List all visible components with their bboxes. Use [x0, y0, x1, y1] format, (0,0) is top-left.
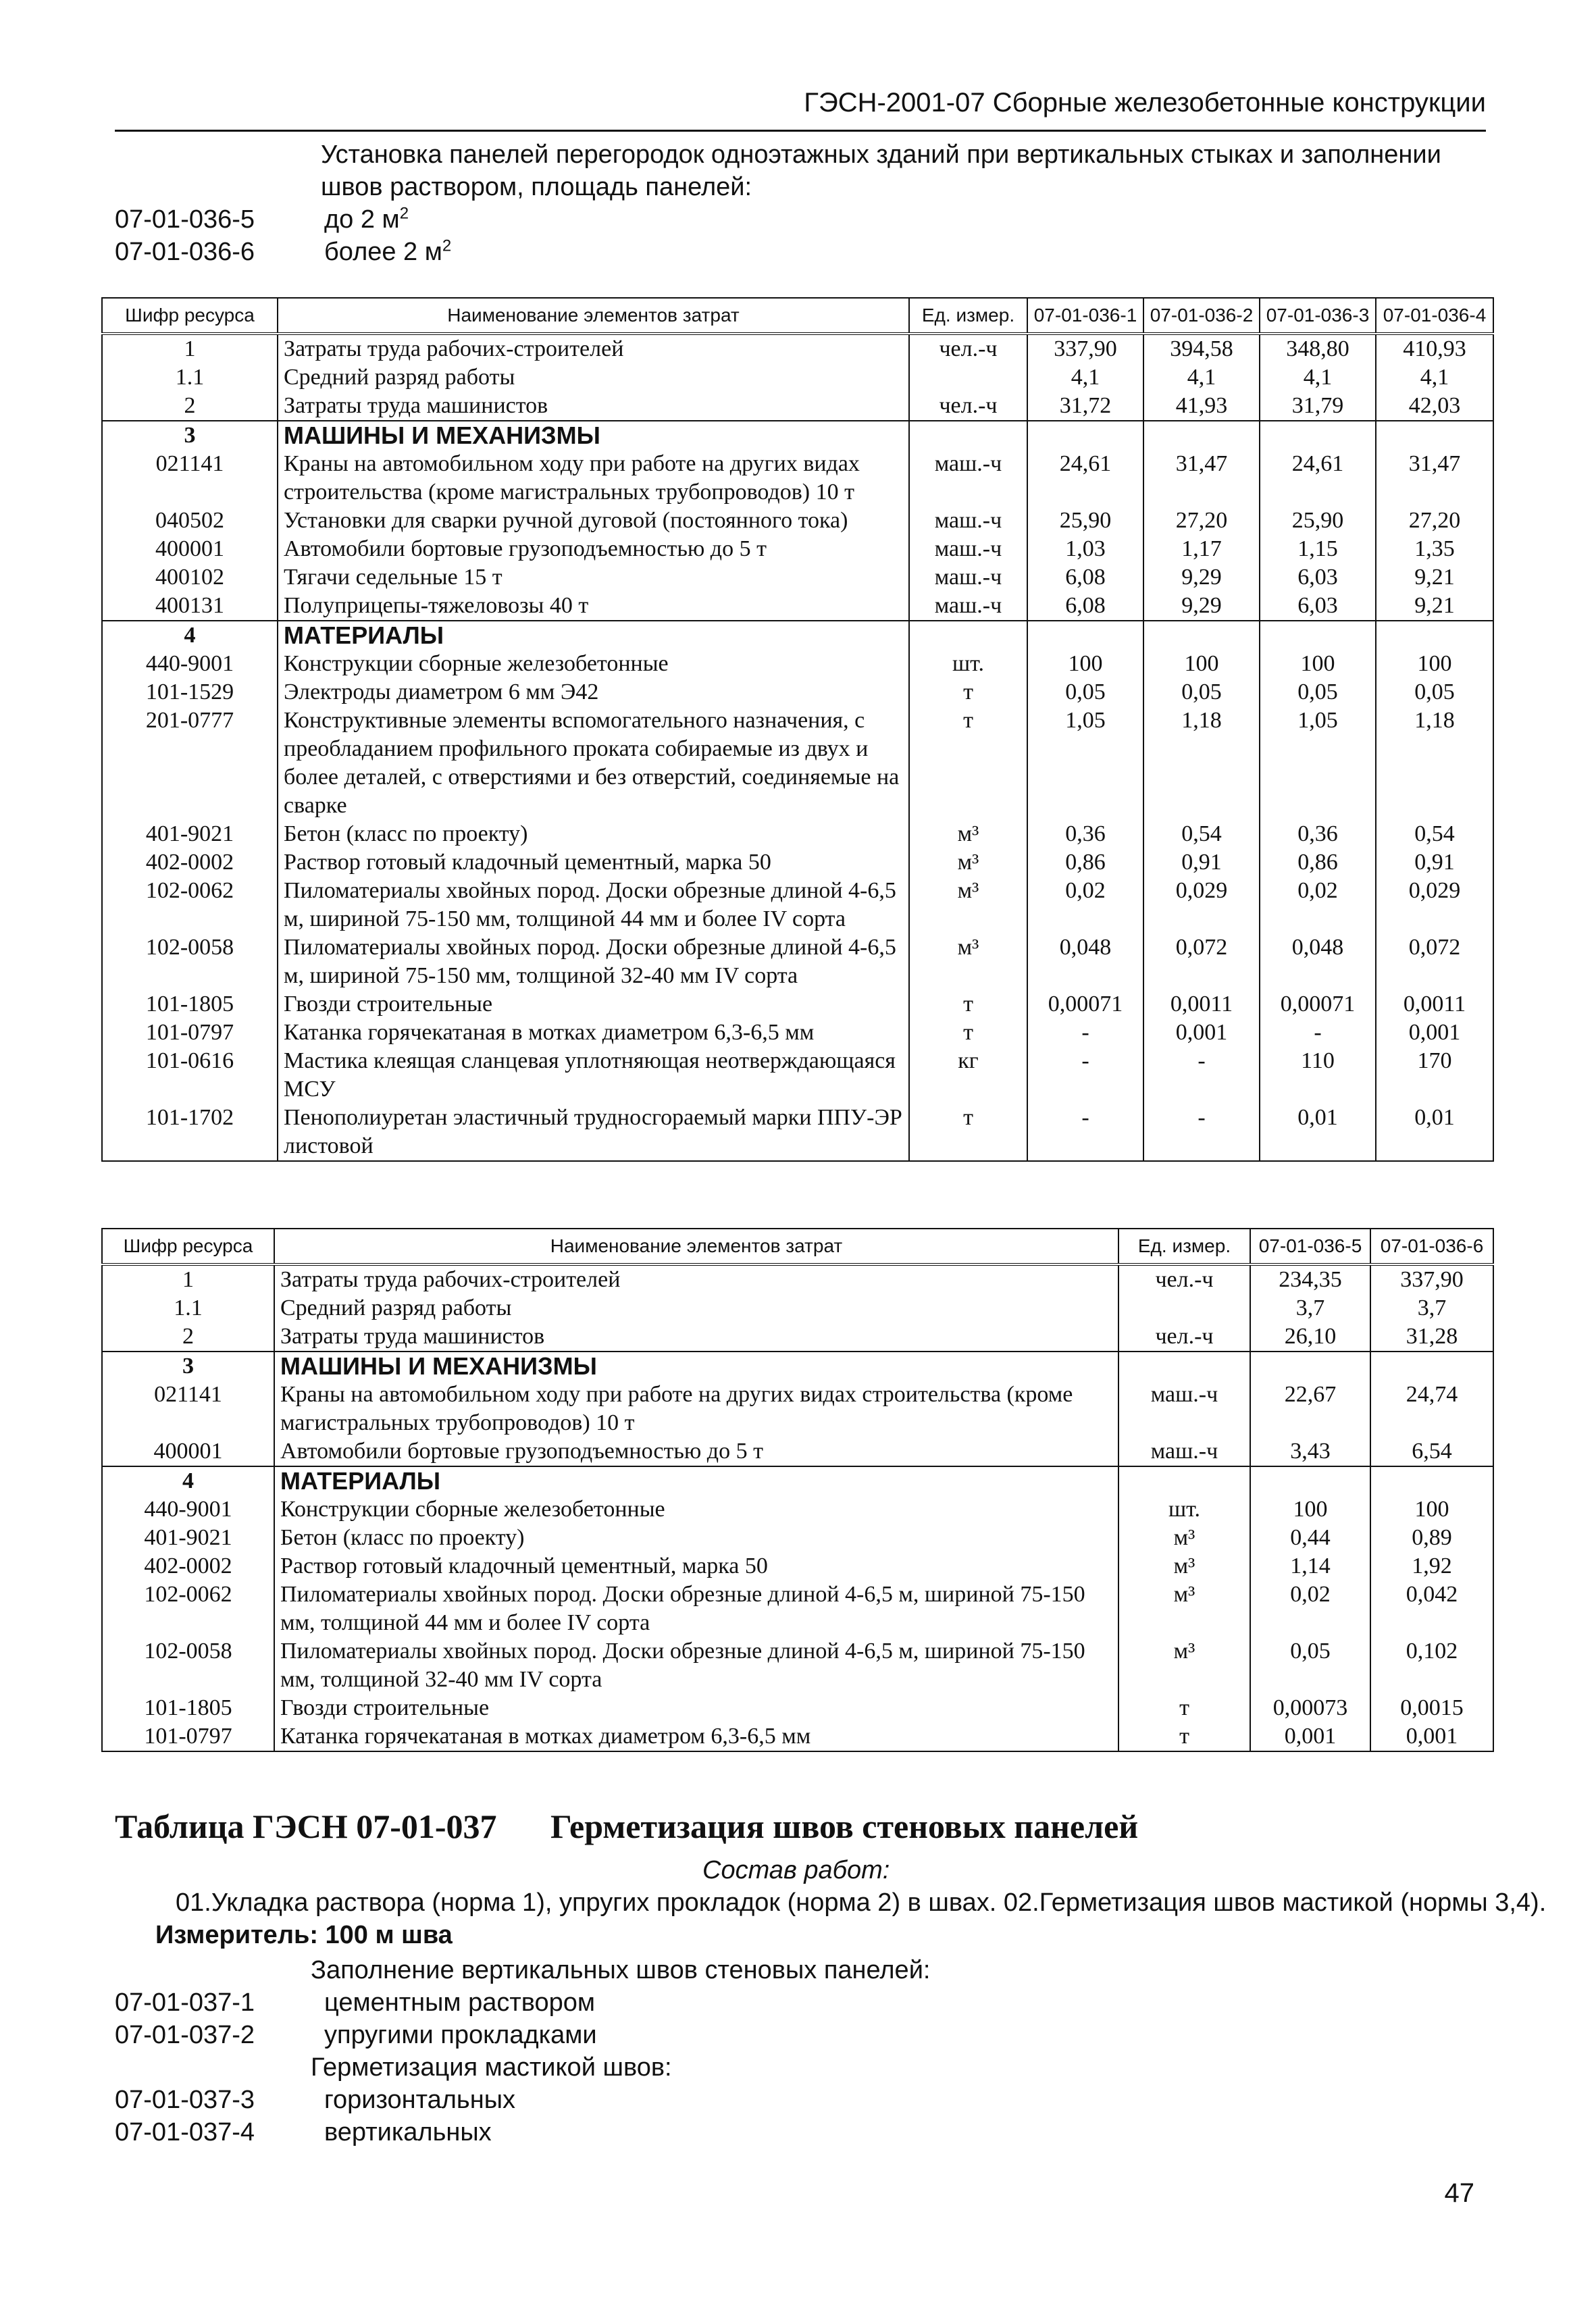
cell-code: 021141	[102, 450, 278, 507]
cell-name: Конструкции сборные железобетонные	[274, 1495, 1118, 1524]
cell-name: МАШИНЫ И МЕХАНИЗМЫ	[278, 421, 909, 450]
cell-unit: т	[1118, 1722, 1250, 1751]
cell-unit	[909, 421, 1027, 450]
cell-value: 100	[1260, 650, 1376, 678]
cell-value: 170	[1376, 1047, 1493, 1104]
cell-value: 24,74	[1370, 1381, 1493, 1437]
table-row	[102, 334, 1493, 363]
cell-unit: кг	[909, 1047, 1027, 1104]
norm-text: цементным раствором	[324, 1988, 596, 2017]
cell-unit	[1118, 1352, 1250, 1381]
cell-code: 400102	[102, 563, 278, 592]
cell-value: 3,7	[1250, 1294, 1370, 1322]
cell-value: 0,00071	[1027, 990, 1143, 1019]
cell-code: 2	[102, 392, 278, 421]
cell-name: Электроды диаметром 6 мм Э42	[278, 678, 909, 706]
norm-code: 07-01-037-1	[115, 1988, 255, 2017]
cell-value: 6,54	[1370, 1437, 1493, 1466]
cell-value: 234,35	[1250, 1264, 1370, 1294]
cell-code: 1	[102, 334, 278, 363]
cell-value	[1370, 1466, 1493, 1495]
cell-value: 4,1	[1143, 363, 1260, 392]
col-header-code: Шифр ресурса	[102, 1229, 274, 1264]
cell-value: 0,0011	[1376, 990, 1493, 1019]
cell-value: -	[1143, 1104, 1260, 1161]
cell-value: 1,03	[1027, 535, 1143, 563]
cell-value: 0,072	[1376, 933, 1493, 990]
cell-unit: м³	[909, 877, 1027, 933]
table-row	[102, 563, 1493, 592]
cell-name: Бетон (класс по проекту)	[278, 820, 909, 848]
cell-unit: маш.-ч	[909, 563, 1027, 592]
cell-unit: маш.-ч	[1118, 1437, 1250, 1466]
norm-text: вертикальных	[324, 2118, 492, 2146]
cell-unit: чел.-ч	[1118, 1264, 1250, 1294]
table-row	[102, 1047, 1493, 1104]
cell-value	[1250, 1466, 1370, 1495]
table-row	[102, 592, 1493, 621]
cell-name: Установки для сварки ручной дуговой (постоянного тока)	[278, 507, 909, 535]
cell-unit: маш.-ч	[909, 507, 1027, 535]
table-header-row	[102, 1229, 1493, 1264]
table-row	[102, 1294, 1493, 1322]
cell-value: 31,72	[1027, 392, 1143, 421]
cell-value: 27,20	[1143, 507, 1260, 535]
cell-value	[1376, 621, 1493, 650]
col-header-norm: 07-01-036-6	[1370, 1229, 1493, 1264]
cell-unit: т	[909, 990, 1027, 1019]
cell-name: МАТЕРИАЛЫ	[278, 621, 909, 650]
cell-value: 0,54	[1376, 820, 1493, 848]
cell-value: 0,02	[1027, 877, 1143, 933]
cell-value: 0,91	[1376, 848, 1493, 877]
cell-value: 1,17	[1143, 535, 1260, 563]
table-label: Таблица ГЭСН 07-01-037	[115, 1807, 497, 1845]
cell-name: Полуприцепы-тяжеловозы 40 т	[278, 592, 909, 621]
table-row	[102, 877, 1493, 933]
col-header-name: Наименование элементов затрат	[274, 1229, 1118, 1264]
table-row	[102, 1352, 1493, 1381]
cell-unit: м³	[909, 848, 1027, 877]
cell-unit: чел.-ч	[1118, 1322, 1250, 1352]
cell-code: 102-0062	[102, 877, 278, 933]
cell-code: 101-1702	[102, 1104, 278, 1161]
header-title: ГЭСН-2001-07 Сборные железобетонные конструкции	[804, 88, 1486, 118]
cell-name: Средний разряд работы	[274, 1294, 1118, 1322]
cell-value	[1260, 421, 1376, 450]
table-row	[102, 363, 1493, 392]
cell-value	[1376, 421, 1493, 450]
cell-value: 41,93	[1143, 392, 1260, 421]
cell-value: -	[1027, 1104, 1143, 1161]
cell-value: 1,18	[1376, 706, 1493, 820]
cell-unit	[909, 363, 1027, 392]
table-row	[102, 1437, 1493, 1466]
cell-code: 102-0062	[102, 1580, 274, 1637]
cell-value: 100	[1143, 650, 1260, 678]
cell-code: 2	[102, 1322, 274, 1352]
cell-value: 100	[1027, 650, 1143, 678]
table-row	[102, 621, 1493, 650]
cell-unit: шт.	[1118, 1495, 1250, 1524]
cell-code: 401-9021	[102, 820, 278, 848]
page-number: 47	[1444, 2178, 1474, 2208]
norm-code: 07-01-037-2	[115, 2021, 255, 2049]
cell-value: 9,29	[1143, 563, 1260, 592]
cell-value: 1,92	[1370, 1552, 1493, 1580]
cell-value: 26,10	[1250, 1322, 1370, 1352]
cell-value: 337,90	[1027, 334, 1143, 363]
table-title: Герметизация швов стеновых панелей	[550, 1807, 1139, 1845]
cell-code: 400131	[102, 592, 278, 621]
cell-name: Гвозди строительные	[278, 990, 909, 1019]
group-heading: Герметизация мастикой швов:	[311, 2053, 672, 2082]
cell-value: 100	[1370, 1495, 1493, 1524]
col-header-norm: 07-01-036-4	[1376, 298, 1493, 334]
cell-value: 0,05	[1143, 678, 1260, 706]
cell-code: 400001	[102, 535, 278, 563]
cell-value: 0,01	[1376, 1104, 1493, 1161]
cell-value: 9,21	[1376, 563, 1493, 592]
table-row	[102, 933, 1493, 990]
table-row	[102, 392, 1493, 421]
cell-value: 1,18	[1143, 706, 1260, 820]
cell-name: Пиломатериалы хвойных пород. Доски обрезные длиной 4-6,5 м, шириной 75-150 мм, толщиной 32-40 мм IV сорта	[278, 933, 909, 990]
cell-value: 1,15	[1260, 535, 1376, 563]
table-row	[102, 1104, 1493, 1161]
cell-unit: т	[909, 706, 1027, 820]
norm-text: более 2 $м^2$	[324, 236, 452, 266]
norm-code: 07-01-036-5	[115, 205, 255, 234]
cell-code: 101-0797	[102, 1019, 278, 1047]
table-row	[102, 650, 1493, 678]
cell-value: 100	[1250, 1495, 1370, 1524]
cell-name: Затраты труда рабочих-строителей	[278, 334, 909, 363]
cell-unit: маш.-ч	[909, 592, 1027, 621]
cell-value: 24,61	[1027, 450, 1143, 507]
cell-unit: маш.-ч	[909, 535, 1027, 563]
cell-value: -	[1027, 1019, 1143, 1047]
col-header-name: Наименование элементов затрат	[278, 298, 909, 334]
cell-value: 0,0015	[1370, 1694, 1493, 1722]
cell-unit: м³	[1118, 1580, 1250, 1637]
col-header-norm: 07-01-036-2	[1143, 298, 1260, 334]
resource-table-1	[101, 297, 1494, 1162]
cell-value: 0,02	[1250, 1580, 1370, 1637]
cell-name: Раствор готовый кладочный цементный, марка 50	[274, 1552, 1118, 1580]
cell-name: Автомобили бортовые грузоподъемностью до 5 т	[278, 535, 909, 563]
cell-value: 42,03	[1376, 392, 1493, 421]
cell-value: 6,03	[1260, 563, 1376, 592]
cell-value	[1260, 621, 1376, 650]
table-row	[102, 1694, 1493, 1722]
norm-code: 07-01-037-4	[115, 2118, 255, 2146]
cell-value: 0,042	[1370, 1580, 1493, 1637]
cell-value: 25,90	[1260, 507, 1376, 535]
cell-value: 0,05	[1260, 678, 1376, 706]
cell-value: 0,001	[1250, 1722, 1370, 1751]
cell-name: Затраты труда машинистов	[278, 392, 909, 421]
cell-unit: маш.-ч	[1118, 1381, 1250, 1437]
cell-value: 394,58	[1143, 334, 1260, 363]
cell-value: 4,1	[1027, 363, 1143, 392]
cell-name: Тягачи седельные 15 т	[278, 563, 909, 592]
cell-value: 337,90	[1370, 1264, 1493, 1294]
table-body	[102, 334, 1493, 1161]
cell-value: 6,08	[1027, 592, 1143, 621]
table-row	[102, 450, 1493, 507]
col-header-norm: 07-01-036-1	[1027, 298, 1143, 334]
norm-text: упругими прокладками	[324, 2021, 597, 2049]
table-row	[102, 706, 1493, 820]
cell-code: 3	[102, 421, 278, 450]
table-row	[102, 1637, 1493, 1694]
resource-table-2	[101, 1228, 1494, 1752]
cell-value: -	[1260, 1019, 1376, 1047]
cell-unit: м³	[909, 820, 1027, 848]
table-row	[102, 535, 1493, 563]
cell-value: 348,80	[1260, 334, 1376, 363]
cell-name: Затраты труда рабочих-строителей	[274, 1264, 1118, 1294]
cell-code: 101-1805	[102, 990, 278, 1019]
table-row	[102, 1580, 1493, 1637]
cell-value: 0,91	[1143, 848, 1260, 877]
cell-value	[1143, 621, 1260, 650]
cell-value: 0,001	[1143, 1019, 1260, 1047]
cell-value: 1,05	[1027, 706, 1143, 820]
cell-name: Автомобили бортовые грузоподъемностью до 5 т	[274, 1437, 1118, 1466]
cell-value: 0,029	[1143, 877, 1260, 933]
cell-value: 0,048	[1260, 933, 1376, 990]
table-row	[102, 1524, 1493, 1552]
cell-code: 101-0616	[102, 1047, 278, 1104]
cell-value: 100	[1376, 650, 1493, 678]
cell-value: 24,61	[1260, 450, 1376, 507]
cell-value: 1,14	[1250, 1552, 1370, 1580]
cell-code: 1	[102, 1264, 274, 1294]
cell-value	[1143, 421, 1260, 450]
cell-value: 6,08	[1027, 563, 1143, 592]
cell-name: Бетон (класс по проекту)	[274, 1524, 1118, 1552]
table-row	[102, 990, 1493, 1019]
table-row	[102, 848, 1493, 877]
cell-value	[1370, 1352, 1493, 1381]
cell-value: 0,89	[1370, 1524, 1493, 1552]
cell-unit: м³	[1118, 1637, 1250, 1694]
cell-name: Средний разряд работы	[278, 363, 909, 392]
col-header-code: Шифр ресурса	[102, 298, 278, 334]
intro-description: Установка панелей перегородок одноэтажных зданий при вертикальных стыках и заполнении швов раствором, площадь панелей:	[321, 140, 1441, 201]
cell-code: 402-0002	[102, 848, 278, 877]
cell-value: 0,36	[1027, 820, 1143, 848]
cell-code: 102-0058	[102, 933, 278, 990]
cell-value: 0,36	[1260, 820, 1376, 848]
table-row	[102, 678, 1493, 706]
cell-unit: т	[909, 678, 1027, 706]
composition-text: 01.Укладка раствора (норма 1), упругих прокладок (норма 2) в швах. 02.Герметизация швов мастикой (нормы 3,4).	[176, 1888, 1547, 1917]
cell-code: 102-0058	[102, 1637, 274, 1694]
running-header	[115, 86, 1486, 132]
cell-value: 9,29	[1143, 592, 1260, 621]
cell-name: Пиломатериалы хвойных пород. Доски обрезные длиной 4-6,5 м, шириной 75-150 мм, толщиной 44 мм и более IV сорта	[278, 877, 909, 933]
cell-value: 0,102	[1370, 1637, 1493, 1694]
cell-value: 0,048	[1027, 933, 1143, 990]
table-row	[102, 1552, 1493, 1580]
cell-value: 22,67	[1250, 1381, 1370, 1437]
cell-unit: т	[909, 1104, 1027, 1161]
cell-value: 0,01	[1260, 1104, 1376, 1161]
norm-text: до 2 $м^2$	[324, 204, 409, 234]
cell-name: Затраты труда машинистов	[274, 1322, 1118, 1352]
cell-value: 31,47	[1376, 450, 1493, 507]
cell-name: Гвозди строительные	[274, 1694, 1118, 1722]
cell-unit: т	[909, 1019, 1027, 1047]
table-row	[102, 1322, 1493, 1352]
cell-code: 400001	[102, 1437, 274, 1466]
cell-unit	[909, 621, 1027, 650]
cell-value: 0,44	[1250, 1524, 1370, 1552]
col-header-norm: 07-01-036-3	[1260, 298, 1376, 334]
cell-value: 31,28	[1370, 1322, 1493, 1352]
col-header-unit: Ед. измер.	[1118, 1229, 1250, 1264]
cell-code: 1.1	[102, 363, 278, 392]
cell-value: 4,1	[1260, 363, 1376, 392]
cell-value: 110	[1260, 1047, 1376, 1104]
table-row	[102, 820, 1493, 848]
cell-value: 1,05	[1260, 706, 1376, 820]
cell-code: 101-0797	[102, 1722, 274, 1751]
cell-value: 410,93	[1376, 334, 1493, 363]
norm-text: горизонтальных	[324, 2086, 516, 2114]
cell-value: 3,7	[1370, 1294, 1493, 1322]
table-row	[102, 421, 1493, 450]
cell-unit: шт.	[909, 650, 1027, 678]
cell-value: 0,00073	[1250, 1694, 1370, 1722]
table-row	[102, 1019, 1493, 1047]
cell-name: Мастика клеящая сланцевая уплотняющая неотверждающаяся МСУ	[278, 1047, 909, 1104]
cell-value: 0,001	[1376, 1019, 1493, 1047]
cell-value	[1027, 421, 1143, 450]
cell-unit: маш.-ч	[909, 450, 1027, 507]
cell-name: Конструкции сборные железобетонные	[278, 650, 909, 678]
cell-code: 101-1805	[102, 1694, 274, 1722]
cell-value: 6,03	[1260, 592, 1376, 621]
cell-value: 0,072	[1143, 933, 1260, 990]
cell-name: Пиломатериалы хвойных пород. Доски обрезные длиной 4-6,5 м, шириной 75-150 мм, толщиной 32-40 мм IV сорта	[274, 1637, 1118, 1694]
cell-name: Пиломатериалы хвойных пород. Доски обрезные длиной 4-6,5 м, шириной 75-150 мм, толщиной 44 мм и более IV сорта	[274, 1580, 1118, 1637]
cell-value: 0,54	[1143, 820, 1260, 848]
cell-name: Раствор готовый кладочный цементный, марка 50	[278, 848, 909, 877]
cell-value: 0,0011	[1143, 990, 1260, 1019]
cell-value: 0,86	[1027, 848, 1143, 877]
cell-unit: м³	[1118, 1524, 1250, 1552]
cell-name: МАТЕРИАЛЫ	[274, 1466, 1118, 1495]
cell-value	[1250, 1352, 1370, 1381]
cell-value: 9,21	[1376, 592, 1493, 621]
cell-unit	[1118, 1294, 1250, 1322]
cell-code: 402-0002	[102, 1552, 274, 1580]
group-heading: Заполнение вертикальных швов стеновых панелей:	[311, 1956, 931, 1984]
cell-name: Катанка горячекатаная в мотках диаметром 6,3-6,5 мм	[278, 1019, 909, 1047]
cell-value: 0,05	[1250, 1637, 1370, 1694]
cell-value	[1027, 621, 1143, 650]
cell-name: Конструктивные элементы вспомогательного назначения, с преобладанием профильного проката собираемые из двух и более деталей, с отверстиями и без отверстий, соединяемые на сварке	[278, 706, 909, 820]
table-row	[102, 1495, 1493, 1524]
norm-code: 07-01-037-3	[115, 2086, 255, 2114]
cell-value: 0,05	[1376, 678, 1493, 706]
cell-value: 31,79	[1260, 392, 1376, 421]
cell-unit: чел.-ч	[909, 392, 1027, 421]
col-header-unit: Ед. измер.	[909, 298, 1027, 334]
table-row	[102, 1381, 1493, 1437]
cell-value: -	[1143, 1047, 1260, 1104]
cell-code: 040502	[102, 507, 278, 535]
cell-value: 0,05	[1027, 678, 1143, 706]
cell-code: 4	[102, 621, 278, 650]
measure-unit: Измеритель: 100 м шва	[155, 1921, 453, 1949]
cell-unit: м³	[909, 933, 1027, 990]
table-row	[102, 1264, 1493, 1294]
col-header-norm: 07-01-036-5	[1250, 1229, 1370, 1264]
cell-value: 0,001	[1370, 1722, 1493, 1751]
cell-value: 25,90	[1027, 507, 1143, 535]
cell-value: 0,029	[1376, 877, 1493, 933]
cell-code: 440-9001	[102, 650, 278, 678]
cell-unit: м³	[1118, 1552, 1250, 1580]
cell-code: 021141	[102, 1381, 274, 1437]
cell-value: 0,02	[1260, 877, 1376, 933]
norm-code: 07-01-036-6	[115, 238, 255, 266]
cell-value: -	[1027, 1047, 1143, 1104]
cell-value: 31,47	[1143, 450, 1260, 507]
cell-value: 1,35	[1376, 535, 1493, 563]
cell-code: 4	[102, 1466, 274, 1495]
cell-name: Краны на автомобильном ходу при работе на других видах строительства (кроме магистральных трубопроводов) 10 т	[278, 450, 909, 507]
cell-code: 201-0777	[102, 706, 278, 820]
composition-title: Состав работ:	[702, 1856, 890, 1884]
cell-code: 440-9001	[102, 1495, 274, 1524]
table-row	[102, 507, 1493, 535]
table-body	[102, 1264, 1493, 1751]
cell-unit: чел.-ч	[909, 334, 1027, 363]
table-header-row	[102, 298, 1493, 334]
cell-value: 0,00071	[1260, 990, 1376, 1019]
cell-value: 0,86	[1260, 848, 1376, 877]
table-row	[102, 1466, 1493, 1495]
cell-value: 27,20	[1376, 507, 1493, 535]
cell-name: Пенополиуретан эластичный трудносгораемый марки ППУ-ЭР листовой	[278, 1104, 909, 1161]
cell-code: 3	[102, 1352, 274, 1381]
cell-code: 401-9021	[102, 1524, 274, 1552]
cell-unit	[1118, 1466, 1250, 1495]
cell-code: 1.1	[102, 1294, 274, 1322]
cell-value: 4,1	[1376, 363, 1493, 392]
cell-unit: т	[1118, 1694, 1250, 1722]
cell-name: МАШИНЫ И МЕХАНИЗМЫ	[274, 1352, 1118, 1381]
table-row	[102, 1722, 1493, 1751]
cell-value: 3,43	[1250, 1437, 1370, 1466]
cell-name: Катанка горячекатаная в мотках диаметром 6,3-6,5 мм	[274, 1722, 1118, 1751]
cell-code: 101-1529	[102, 678, 278, 706]
cell-name: Краны на автомобильном ходу при работе на других видах строительства (кроме магистральных трубопроводов) 10 т	[274, 1381, 1118, 1437]
